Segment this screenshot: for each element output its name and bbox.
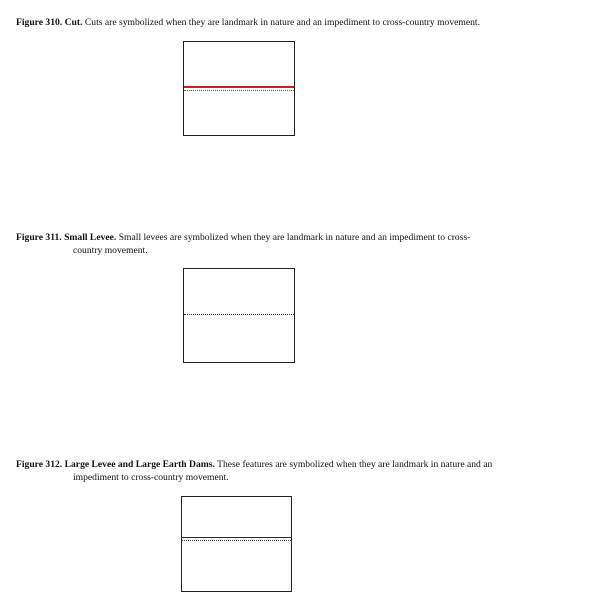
- figure-312-text-line1: These features are symbolized when they are landmark in nature and an: [217, 459, 493, 470]
- figure-311-text-line2: country movement.: [73, 245, 148, 256]
- figure-312-caption: [16, 458, 586, 484]
- cut-red-line: [184, 86, 294, 88]
- figure-311-symbol-box: [183, 268, 295, 363]
- small-levee-line: [184, 314, 294, 315]
- figure-310-text: Cuts are symbolized when they are landmark in nature and an impediment to cross-country movement.: [84, 17, 480, 28]
- figure-312-title: Large Levee and Large Earth Dams.: [64, 459, 215, 470]
- figure-311-text-line1: Small levees are symbolized when they are landmark in nature and an impediment to cross-: [118, 232, 471, 243]
- large-levee-solid-line: [182, 537, 291, 538]
- figure-311-title: Small Levee.: [64, 232, 117, 243]
- large-levee-dotted-line: [182, 540, 291, 541]
- figure-310-symbol-box: [183, 41, 295, 136]
- figure-310-caption: [16, 16, 586, 29]
- cut-dotted-line: [184, 90, 294, 91]
- figure-310-number: Figure 310.: [16, 17, 63, 28]
- figure-311-caption: [16, 231, 586, 257]
- figure-311-number: Figure 311.: [16, 232, 62, 243]
- figure-312-number: Figure 312.: [16, 459, 63, 470]
- figure-310-title: Cut.: [64, 17, 83, 28]
- figure-312-text-line2: impediment to cross-country movement.: [73, 472, 229, 483]
- figure-312-symbol-box: [181, 496, 292, 592]
